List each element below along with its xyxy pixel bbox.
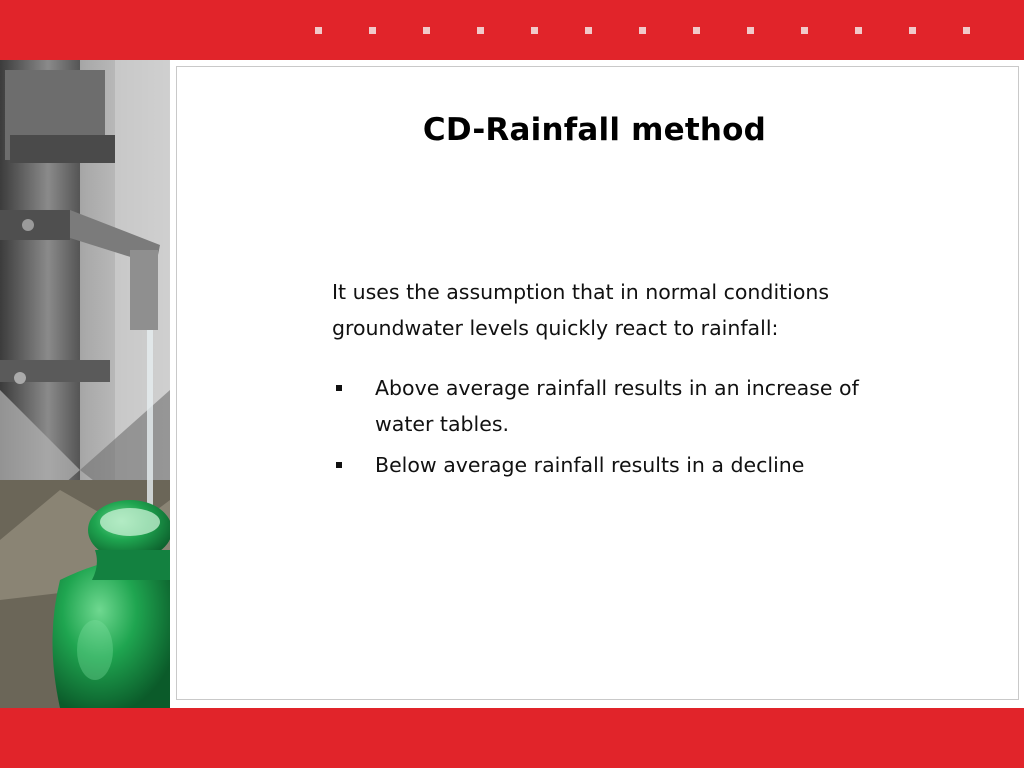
decorative-dot-row <box>315 27 975 35</box>
top-red-band <box>0 0 1024 60</box>
square-dot-icon <box>315 27 322 34</box>
hand-pump-photo <box>0 60 170 708</box>
square-dot-icon <box>477 27 484 34</box>
slide-title: CD-Rainfall method <box>422 112 767 148</box>
intro-paragraph: It uses the assumption that in normal conditions groundwater levels quickly react to rainfall: <box>332 280 830 340</box>
bullet-list <box>332 370 912 488</box>
square-dot-icon <box>801 27 808 34</box>
square-dot-icon <box>909 27 916 34</box>
square-dot-icon <box>693 27 700 34</box>
square-dot-icon <box>855 27 862 34</box>
square-dot-icon <box>531 27 538 34</box>
hand-pump-with-green-pot-icon <box>0 60 170 708</box>
square-dot-icon <box>369 27 376 34</box>
square-dot-icon <box>585 27 592 34</box>
square-dot-icon <box>639 27 646 34</box>
square-bullet-icon <box>336 462 342 468</box>
bullet-item <box>332 370 912 442</box>
square-dot-icon <box>423 27 430 34</box>
bullet-text: Below average rainfall results in a decline <box>375 453 805 477</box>
bottom-red-band <box>0 708 1024 768</box>
square-bullet-icon <box>336 385 342 391</box>
bullet-item <box>332 447 912 483</box>
bullet-text: Above average rainfall results in an increase of water tables. <box>375 376 859 436</box>
square-dot-icon <box>747 27 754 34</box>
square-dot-icon <box>963 27 970 34</box>
